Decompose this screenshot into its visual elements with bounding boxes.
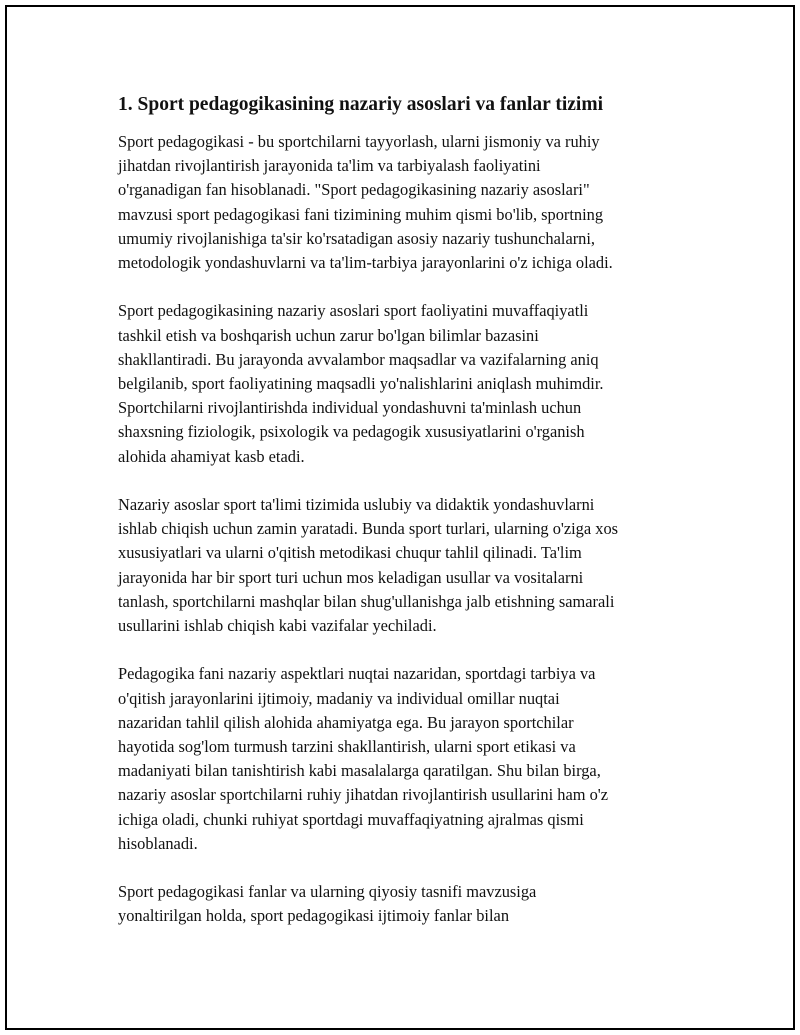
paragraph-line: hisoblanadi.	[118, 833, 198, 853]
paragraph-line: mavzusi sport pedagogikasi fani tizimining muhim qismi bo'lib, sportning	[118, 204, 604, 224]
paragraph-line: tanlash, sportchilarni mashqlar bilan shug'ullanishga jalb etishning samarali	[118, 591, 615, 611]
paragraph-4	[118, 662, 684, 856]
paragraph-line: Nazariy asoslar sport ta'limi tizimida uslubiy va didaktik yondashuvlarni	[118, 495, 595, 515]
paragraph-3	[118, 493, 684, 638]
document-body	[118, 93, 684, 953]
paragraph-line: metodologik yondashuvlarni va ta'lim-tarbiya jarayonlarini o'z ichiga oladi.	[118, 253, 613, 273]
paragraph-line: Sport pedagogikasining nazariy asoslari sport faoliyatini muvaffaqiyatli	[118, 301, 589, 321]
paragraph-2	[118, 299, 684, 468]
paragraph-line: Pedagogika fani nazariy aspektlari nuqtai nazaridan, sportdagi tarbiya va	[118, 664, 596, 684]
paragraph-5	[118, 880, 684, 928]
paragraph-line: Sport pedagogikasi fanlar va ularning qiyosiy tasnifi mavzusiga	[118, 882, 537, 902]
paragraph-line: Sport pedagogikasi - bu sportchilarni tayyorlash, ularni jismoniy va ruhiy	[118, 132, 600, 151]
paragraph-line: nazaridan tahlil qilish alohida ahamiyatga ega. Bu jarayon sportchilar	[118, 712, 574, 732]
paragraph-line: hayotida sog'lom turmush tarzini shakllantirish, ularni sport etikasi va	[118, 737, 576, 757]
paragraph-line: o'qitish jarayonlarini ijtimoiy, madaniy va individual omillar nuqtai	[118, 688, 560, 708]
paragraph-line: usullarini ishlab chiqish kabi vazifalar yechiladi.	[118, 616, 437, 636]
paragraph-line: ishlab chiqish uchun zamin yaratadi. Bunda sport turlari, ularning o'ziga xos	[118, 519, 619, 539]
paragraph-line: ichiga oladi, chunki ruhiyat sportdagi muvaffaqiyatning ajralmas qismi	[118, 809, 584, 829]
paragraph-line: alohida ahamiyat kasb etadi.	[118, 446, 305, 466]
paragraph-line: nazariy asoslar sportchilarni ruhiy jihatdan rivojlantirish usullarini ham o'z	[118, 785, 608, 805]
paragraph-line: umumiy rivojlanishiga ta'sir ko'rsatadigan asosiy nazariy tushunchalarni,	[118, 228, 596, 248]
paragraph-line: shakllantiradi. Bu jarayonda avvalambor maqsadlar va vazifalarning aniq	[118, 349, 599, 369]
paragraph-line: tashkil etish va boshqarish uchun zarur bo'lgan bilimlar bazasini	[118, 325, 539, 345]
paragraph-line: belgilanib, sport faoliyatining maqsadli yo'nalishlarini aniqlash muhimdir.	[118, 374, 604, 394]
paragraph-1	[118, 130, 684, 275]
paragraph-line: shaxsning fiziologik, psixologik va pedagogik xususiyatlarini o'rganish	[118, 422, 585, 442]
section-title: 1. Sport pedagogikasining nazariy asoslari va fanlar tizimi	[118, 94, 604, 115]
paragraph-line: jarayonida har bir sport turi uchun mos keladigan usullar va vositalarni	[118, 567, 584, 587]
paragraph-line: yonaltirilgan holda, sport pedagogikasi ijtimoiy fanlar bilan	[118, 906, 510, 926]
paragraph-line: Sportchilarni rivojlantirishda individual yondashuvni ta'minlash uchun	[118, 398, 582, 418]
paragraph-line: jihatdan rivojlantirish jarayonida ta'lim va tarbiyalash faoliyatini	[118, 156, 541, 176]
paragraph-line: madaniyati bilan tanishtirish kabi masalalarga qaratilgan. Shu bilan birga,	[118, 761, 601, 781]
paragraph-line: o'rganadigan fan hisoblanadi. "Sport pedagogikasining nazariy asoslari"	[118, 180, 590, 200]
paragraph-line: xususiyatlari va ularni o'qitish metodikasi chuqur tahlil qilinadi. Ta'lim	[118, 543, 582, 563]
